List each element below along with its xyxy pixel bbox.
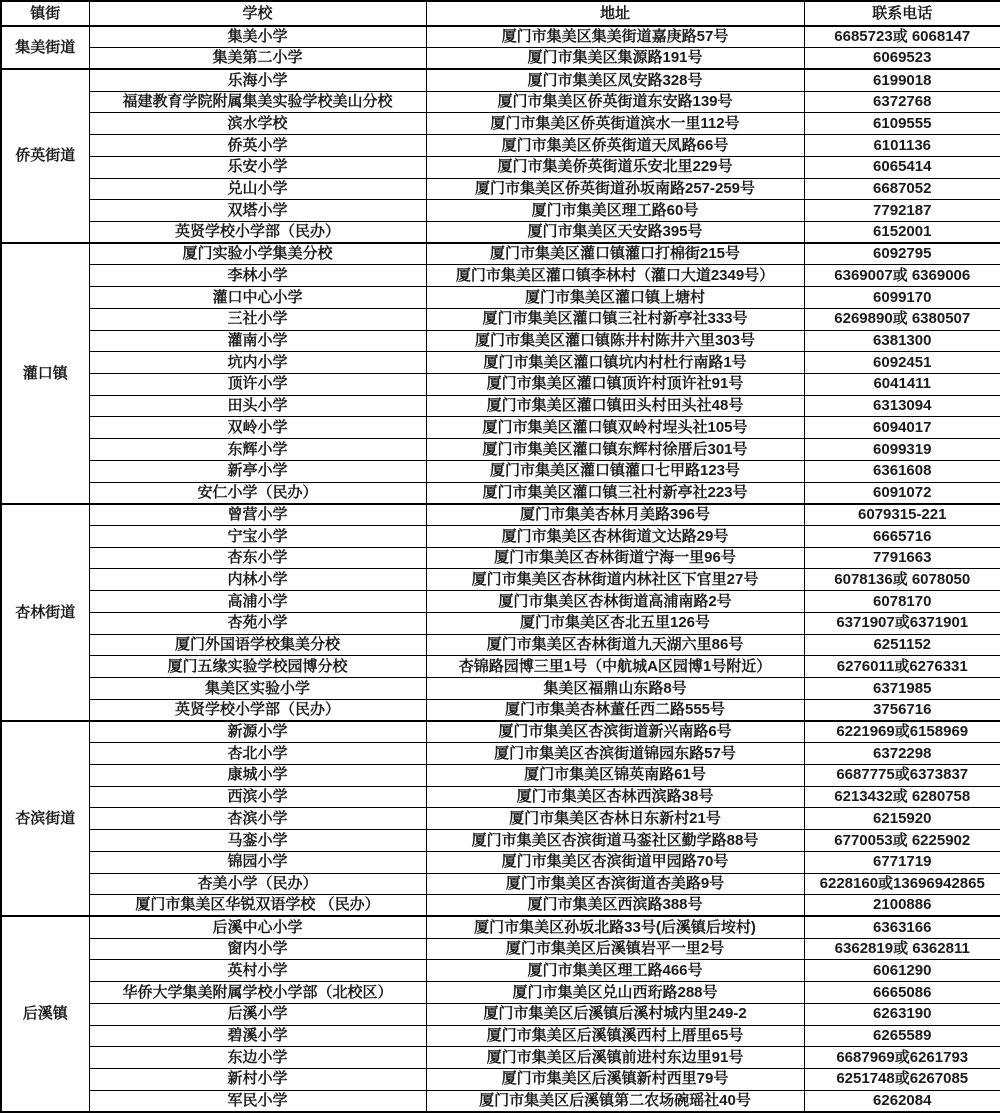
school-cell: 东辉小学 [89,439,426,461]
table-row [1,135,1000,157]
address-cell: 厦门市集美区后溪镇第二农场碗瑶社40号 [426,1090,804,1112]
table-row [1,243,1000,265]
address-cell: 厦门市集美区凤安路328号 [426,69,804,91]
address-cell: 厦门市集美区后溪镇岩平一里2号 [426,938,804,960]
school-cell: 后溪中心小学 [89,916,426,938]
school-cell: 康城小学 [89,764,426,786]
table-row [1,287,1000,309]
table-row [1,743,1000,765]
table-row [1,895,1000,917]
table-row [1,178,1000,200]
table-row [1,1025,1000,1047]
school-cell: 后溪小学 [89,1003,426,1025]
phone-cell: 6371907或6371901 [804,612,1000,634]
table-row [1,1069,1000,1091]
table-row [1,1047,1000,1069]
address-cell: 厦门市集美区灌口镇顶许村顶许社91号 [426,374,804,396]
address-cell: 厦门市集美区侨英街道天凤路66号 [426,135,804,157]
school-cell: 双岭小学 [89,417,426,439]
table-row [1,786,1000,808]
phone-cell: 6770053或 6225902 [804,830,1000,852]
address-cell: 厦门市集美区锦英南路61号 [426,764,804,786]
phone-cell: 6078170 [804,591,1000,613]
phone-cell: 6372298 [804,743,1000,765]
phone-cell: 6099319 [804,439,1000,461]
table-row [1,439,1000,461]
address-cell: 厦门市集美区灌口镇李林村（灌口大道2349号） [426,265,804,287]
address-cell: 厦门市集美区杏北五里126号 [426,612,804,634]
table-row [1,330,1000,352]
phone-cell: 6078136或 6078050 [804,569,1000,591]
table-row [1,830,1000,852]
table-row [1,547,1000,569]
address-cell: 厦门市集美区理工路466号 [426,960,804,982]
phone-cell: 3756716 [804,699,1000,721]
phone-cell: 6079315-221 [804,504,1000,526]
table-row [1,91,1000,113]
phone-cell: 6109555 [804,113,1000,135]
phone-cell: 6065414 [804,156,1000,178]
table-row [1,938,1000,960]
phone-cell: 6369007或 6369006 [804,265,1000,287]
school-cell: 西滨小学 [89,786,426,808]
phone-cell: 6092451 [804,352,1000,374]
school-cell: 曾营小学 [89,504,426,526]
school-cell: 新亭小学 [89,460,426,482]
table-row [1,113,1000,135]
address-cell: 厦门市集美区灌口镇三社村新亭社333号 [426,308,804,330]
table-row [1,26,1000,48]
school-cell: 杏滨小学 [89,808,426,830]
address-cell: 厦门市集美区后溪镇前进村东边里91号 [426,1047,804,1069]
address-cell: 厦门市集美区天安路395号 [426,221,804,243]
phone-cell: 6687052 [804,178,1000,200]
school-cell: 厦门市集美区华锐双语学校 （民办） [89,895,426,917]
table-row [1,526,1000,548]
address-cell: 厦门市集美区兑山西珩路288号 [426,982,804,1004]
school-cell: 李林小学 [89,265,426,287]
phone-cell: 6215920 [804,808,1000,830]
address-cell: 厦门市集美区杏林街道内林社区下官里27号 [426,569,804,591]
district-cell: 杏林街道 [1,504,89,721]
school-cell: 三社小学 [89,308,426,330]
school-cell: 坑内小学 [89,352,426,374]
phone-cell: 6092795 [804,243,1000,265]
address-cell: 厦门市集美区灌口镇灌口打棉街215号 [426,243,804,265]
address-cell: 厦门市集美区理工路60号 [426,200,804,222]
school-cell: 福建教育学院附属集美实验学校美山分校 [89,91,426,113]
school-cell: 顶许小学 [89,374,426,396]
header-row [1,1,1000,26]
district-cell: 杏滨街道 [1,721,89,916]
address-cell: 厦门市集美区杏林西滨路38号 [426,786,804,808]
school-cell: 宁宝小学 [89,526,426,548]
phone-cell: 6221969或6158969 [804,721,1000,743]
table-row [1,69,1000,91]
school-cell: 厦门外国语学校集美分校 [89,634,426,656]
school-cell: 集美小学 [89,26,426,48]
school-cell: 东边小学 [89,1047,426,1069]
phone-cell: 6265589 [804,1025,1000,1047]
address-cell: 厦门市集美区杏滨街道杏美路9号 [426,873,804,895]
address-cell: 厦门市集美区灌口镇上塘村 [426,287,804,309]
phone-cell: 6371985 [804,678,1000,700]
phone-cell: 6685723或 6068147 [804,26,1000,48]
address-cell: 厦门市集美区灌口镇双岭村埕头社105号 [426,417,804,439]
header-town: 镇街 [1,1,89,26]
phone-cell: 6262084 [804,1090,1000,1112]
table-body [1,26,1000,1112]
address-cell: 厦门市集美区后溪镇后溪村城内里249-2 [426,1003,804,1025]
address-cell: 厦门市集美区侨英街道东安路139号 [426,91,804,113]
address-cell: 厦门市集美区灌口镇坑内村杜行南路1号 [426,352,804,374]
table-row [1,916,1000,938]
address-cell: 厦门市集美区孙坂北路33号(后溪镇后垵村) [426,916,804,938]
school-cell: 窗内小学 [89,938,426,960]
school-cell: 新村小学 [89,1069,426,1091]
school-cell: 田头小学 [89,395,426,417]
district-cell: 后溪镇 [1,916,89,1112]
school-cell: 杏东小学 [89,547,426,569]
table-row [1,417,1000,439]
phone-cell: 6251152 [804,634,1000,656]
address-cell: 厦门市集美区杏林街道宁海一里96号 [426,547,804,569]
school-cell: 马銮小学 [89,830,426,852]
table-row [1,1090,1000,1112]
school-cell: 英贤学校小学部（民办） [89,699,426,721]
table-row [1,308,1000,330]
school-cell: 军民小学 [89,1090,426,1112]
address-cell: 厦门市集美区灌口镇三社村新亭社223号 [426,482,804,504]
phone-cell: 6361608 [804,460,1000,482]
school-cell: 集美第二小学 [89,48,426,70]
school-cell: 乐安小学 [89,156,426,178]
header-phone: 联系电话 [804,1,1000,26]
table-row [1,982,1000,1004]
address-cell: 厦门市集美区灌口镇灌口七甲路123号 [426,460,804,482]
address-cell: 厦门市集美区灌口镇田头村田头社48号 [426,395,804,417]
school-cell: 杏苑小学 [89,612,426,634]
table-row [1,374,1000,396]
school-cell: 厦门实验小学集美分校 [89,243,426,265]
table-row [1,808,1000,830]
phone-cell: 6687969或6261793 [804,1047,1000,1069]
school-cell: 英村小学 [89,960,426,982]
table-row [1,395,1000,417]
phone-cell: 6213432或 6280758 [804,786,1000,808]
address-cell: 厦门市集美区灌口镇东辉村徐厝后301号 [426,439,804,461]
phone-cell: 6263190 [804,1003,1000,1025]
header-school: 学校 [89,1,426,26]
address-cell: 厦门市集美区杏林街道文达路29号 [426,526,804,548]
address-cell: 厦门市集美区集美街道嘉庚路57号 [426,26,804,48]
phone-cell: 6665086 [804,982,1000,1004]
address-cell: 厦门市集美杏林董任西二路555号 [426,699,804,721]
phone-cell: 2100886 [804,895,1000,917]
school-cell: 乐海小学 [89,69,426,91]
table-row [1,591,1000,613]
address-cell: 厦门市集美侨英街道乐安北里229号 [426,156,804,178]
school-cell: 新源小学 [89,721,426,743]
address-cell: 厦门市集美杏林月美路396号 [426,504,804,526]
school-cell: 灌口中心小学 [89,287,426,309]
address-cell: 厦门市集美区杏滨街道锦园东路57号 [426,743,804,765]
school-cell: 碧溪小学 [89,1025,426,1047]
school-cell: 侨英小学 [89,135,426,157]
phone-cell: 6363166 [804,916,1000,938]
address-cell: 集美区福鼎山东路8号 [426,678,804,700]
header-address: 地址 [426,1,804,26]
address-cell: 厦门市集美区侨英街道滨水一里112号 [426,113,804,135]
phone-cell: 6372768 [804,91,1000,113]
table-row [1,678,1000,700]
table-row [1,873,1000,895]
school-cell: 兑山小学 [89,178,426,200]
table-row [1,656,1000,678]
school-cell: 内林小学 [89,569,426,591]
phone-cell: 6228160或13696942865 [804,873,1000,895]
phone-cell: 6099170 [804,287,1000,309]
address-cell: 厦门市集美区杏林日东新村21号 [426,808,804,830]
table-row [1,460,1000,482]
address-cell: 厦门市集美区后溪镇新村西里79号 [426,1069,804,1091]
school-cell: 杏美小学（民办） [89,873,426,895]
phone-cell: 6041411 [804,374,1000,396]
phone-cell: 6152001 [804,221,1000,243]
district-cell: 灌口镇 [1,243,89,504]
table-row [1,612,1000,634]
address-cell: 厦门市集美区侨英街道孙坂南路257-259号 [426,178,804,200]
address-cell: 厦门市集美区后溪镇溪西村上厝里65号 [426,1025,804,1047]
table-row [1,699,1000,721]
phone-cell: 6199018 [804,69,1000,91]
phone-cell: 6094017 [804,417,1000,439]
table-header [1,1,1000,26]
school-cell: 华侨大学集美附属学校小学部（北校区） [89,982,426,1004]
table-row [1,764,1000,786]
school-cell: 集美区实验小学 [89,678,426,700]
phone-cell: 6313094 [804,395,1000,417]
address-cell: 杏锦路园博三里1号（中航城A区园博1号附近） [426,656,804,678]
table-row [1,851,1000,873]
phone-cell: 6665716 [804,526,1000,548]
school-cell: 高浦小学 [89,591,426,613]
table-row [1,48,1000,70]
phone-cell: 6381300 [804,330,1000,352]
phone-cell: 6251748或6267085 [804,1069,1000,1091]
table-row [1,504,1000,526]
school-cell: 杏北小学 [89,743,426,765]
table-row [1,569,1000,591]
school-cell: 英贤学校小学部（民办） [89,221,426,243]
table-row [1,265,1000,287]
school-cell: 安仁小学（民办） [89,482,426,504]
phone-cell: 6687775或6373837 [804,764,1000,786]
school-cell: 双塔小学 [89,200,426,222]
table-row [1,960,1000,982]
phone-cell: 6269890或 6380507 [804,308,1000,330]
school-cell: 厦门五缘实验学校园博分校 [89,656,426,678]
table-row [1,221,1000,243]
table-row [1,352,1000,374]
phone-cell: 7791663 [804,547,1000,569]
address-cell: 厦门市集美区集源路191号 [426,48,804,70]
phone-cell: 6771719 [804,851,1000,873]
phone-cell: 6362819或 6362811 [804,938,1000,960]
phone-cell: 6091072 [804,482,1000,504]
district-cell: 侨英街道 [1,69,89,243]
address-cell: 厦门市集美区杏林街道九天湖六里86号 [426,634,804,656]
district-cell: 集美街道 [1,26,89,69]
phone-cell: 6069523 [804,48,1000,70]
table-row [1,200,1000,222]
table-row [1,156,1000,178]
school-cell: 灌南小学 [89,330,426,352]
school-cell: 滨水学校 [89,113,426,135]
address-cell: 厦门市集美区灌口镇陈井村陈井六里303号 [426,330,804,352]
address-cell: 厦门市集美区杏滨街道马銮社区勤学路88号 [426,830,804,852]
phone-cell: 6101136 [804,135,1000,157]
table-row [1,721,1000,743]
address-cell: 厦门市集美区杏滨街道甲园路70号 [426,851,804,873]
phone-cell: 6061290 [804,960,1000,982]
school-cell: 锦园小学 [89,851,426,873]
table-row [1,1003,1000,1025]
phone-cell: 7792187 [804,200,1000,222]
address-cell: 厦门市集美区杏林街道高浦南路2号 [426,591,804,613]
address-cell: 厦门市集美区杏滨街道新兴南路6号 [426,721,804,743]
table-row [1,482,1000,504]
phone-cell: 6276011或6276331 [804,656,1000,678]
table-row [1,634,1000,656]
address-cell: 厦门市集美区西滨路388号 [426,895,804,917]
